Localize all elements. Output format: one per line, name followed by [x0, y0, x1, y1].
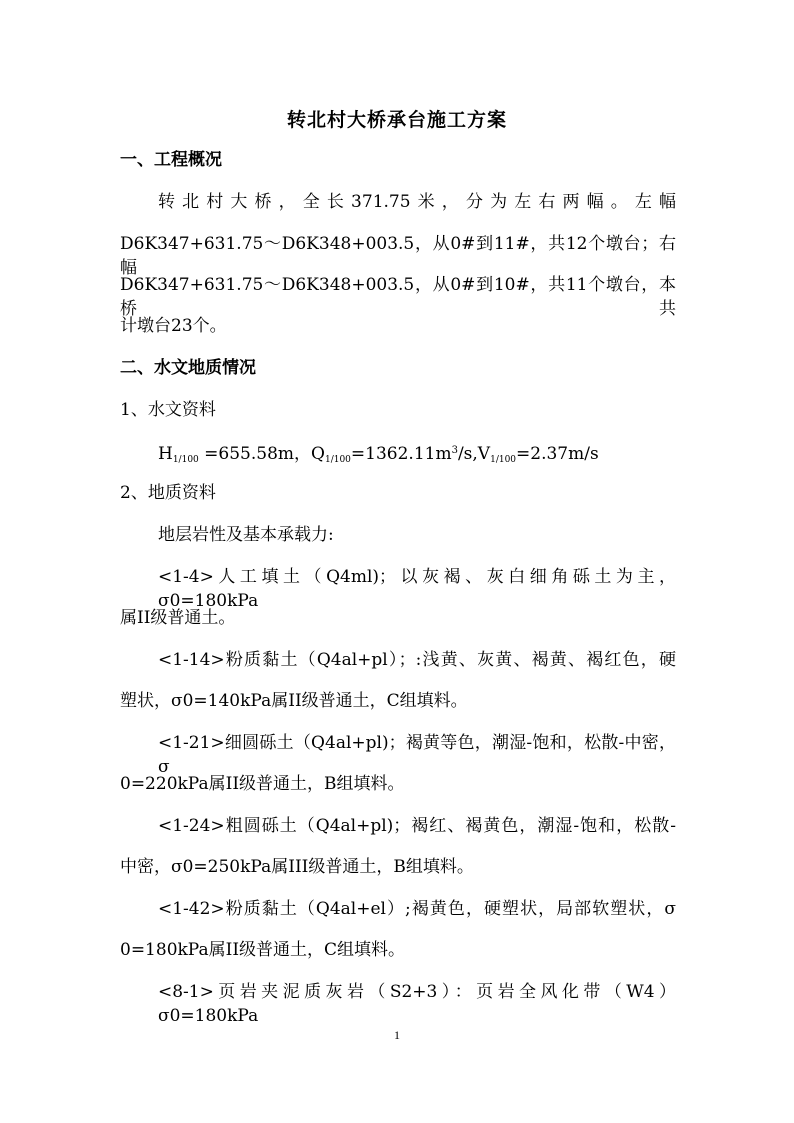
formula-q-superscript: 3 — [451, 445, 458, 456]
geology-line: <8-1>页岩夹泥质灰岩（S2+3）：页岩全风化带（W4）σ0=180kPa — [158, 982, 676, 1026]
section-heading-hydro-geology: 二、水文地质情况 — [120, 358, 256, 378]
formula-v-value: =2.37m/s — [516, 444, 599, 464]
formula-v-lead: /s,V — [457, 444, 491, 464]
geology-line: 属II级普通土。 — [120, 608, 236, 628]
geology-line: <1-21>细圆砾土（Q4al+pl)；褐黄等色，潮湿-饱和，松散-中密，σ — [158, 733, 676, 777]
formula-h-subscript: 1/100 — [172, 455, 199, 465]
page-title: 转北村大桥承台施工方案 — [286, 109, 507, 131]
geology-line: <1-42>粉质黏土（Q4al+el）;褐黄色，硬塑状，局部软塑状，σ — [158, 899, 676, 919]
hydro-formula — [158, 439, 676, 472]
formula-q-subscript: 1/100 — [324, 455, 351, 465]
section-heading-overview: 一、工程概况 — [120, 150, 222, 170]
geology-line: 中密，σ0=250kPa属III级普通土，B组填料。 — [120, 857, 474, 877]
paragraph-line: 计墩台23个。 — [120, 316, 227, 336]
formula-q-value: =1362.11m — [350, 444, 452, 464]
geology-line: 0=220kPa属II级普通土，B组填料。 — [120, 774, 405, 794]
geology-line: <1-24>粗圆砾土（Q4al+pl)；褐红、褐黄色，潮湿-饱和，松散- — [158, 816, 676, 836]
geology-line: <1-4>人工填土（Q4ml)；以灰褐、灰白细角砾土为主，σ0=180kPa — [158, 567, 676, 611]
subheading-geology: 2、地质资料 — [120, 483, 216, 503]
paragraph-line: D6K347+631.75～D6K348+003.5，从0#到10#，共11个墩台，本桥共 — [120, 275, 676, 319]
formula-v-subscript: 1/100 — [490, 455, 517, 465]
paragraph-line: D6K347+631.75～D6K348+003.5，从0#到11#，共12个墩台；右幅 — [120, 234, 676, 278]
paragraph-line: 转北村大桥，全长371.75米，分为左右两幅。左幅 — [158, 192, 676, 212]
page-number: 1 — [394, 1028, 400, 1042]
geology-line: 塑状，σ0=140kPa属II级普通土，C组填料。 — [120, 691, 468, 711]
geology-line: 0=180kPa属II级普通土，C组填料。 — [120, 940, 406, 960]
formula-h-value: =655.58m，Q — [198, 444, 325, 464]
formula-h-symbol: H — [158, 444, 173, 464]
geology-intro: 地层岩性及基本承载力: — [158, 525, 334, 545]
geology-line: <1-14>粉质黏土（Q4al+pl）；:浅黄、灰黄、褐黄、褐红色，硬 — [158, 650, 676, 670]
subheading-hydro: 1、水文资料 — [120, 400, 216, 420]
